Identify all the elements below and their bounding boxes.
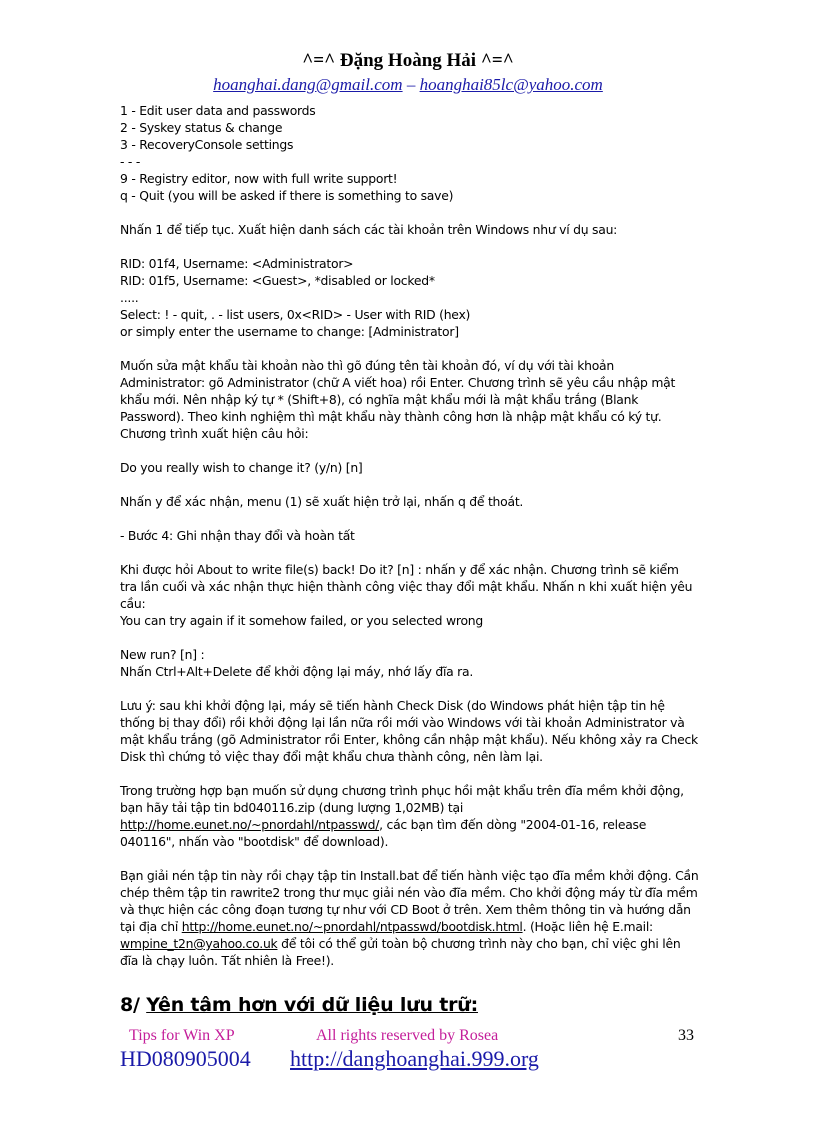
footer-rights: All rights reserved by Rosea	[316, 1027, 499, 1044]
change-paragraph-line: Administrator: gõ Administrator (chữ A viết hoa) rồi Enter. Chương trình sẽ yêu cầu nhập mật	[120, 375, 676, 390]
ntpasswd-link[interactable]: http://home.eunet.no/~pnordahl/ntpasswd/	[120, 817, 380, 832]
rid-line: RID: 01f5, Username: <Guest>, *disabled or locked*	[120, 273, 435, 288]
menu-line: - - -	[120, 154, 141, 169]
floppy-line-rest: , các bạn tìm đến dòng "2004-01-16, release	[379, 817, 647, 832]
menu-line: q - Quit (you will be asked if there is something to save)	[120, 188, 454, 203]
email-link-yahoo[interactable]: hoanghai85lc@yahoo.com	[419, 75, 603, 94]
rid-line: Select: ! - quit, . - list users, 0x<RID> - User with RID (hex)	[120, 307, 471, 322]
change-paragraph-line: Chương trình xuất hiện câu hỏi:	[120, 426, 309, 441]
extract-line-prefix: tại địa chỉ	[120, 919, 182, 934]
menu-line: 3 - RecoveryConsole settings	[120, 137, 294, 152]
email-link-gmail[interactable]: hoanghai.dang@gmail.com	[213, 75, 403, 94]
contact-email-link[interactable]: wmpine_t2n@yahoo.co.uk	[120, 936, 278, 951]
floppy-line: bạn hãy tải tập tin bd040116.zip (dung lượng 1,02MB) tại	[120, 800, 464, 815]
header-title: ^=^ Đặng Hoàng Hải ^=^	[302, 50, 514, 71]
rid-line: .....	[120, 290, 139, 305]
extract-line: chép thêm tập tin rawrite2 trong thư mục giải nén vào đĩa mềm. Cho khởi động máy từ đĩa mềm	[120, 885, 698, 900]
section-number: 8/	[120, 994, 147, 1016]
write-paragraph-line: cầu:	[120, 596, 146, 611]
extract-line: Bạn giải nén tập tin này rồi chạy tập tin Install.bat để tiến hành việc tạo đĩa mềm khởi động. Cần	[120, 868, 699, 883]
change-paragraph-line: Password). Theo kinh nghiệm thì mật khẩu này thành công hơn là nhập mật khẩu có ký tự.	[120, 409, 662, 424]
new-run-line: Nhấn Ctrl+Alt+Delete để khởi động lại máy, nhớ lấy đĩa ra.	[120, 664, 474, 679]
section-heading	[120, 994, 478, 1016]
note-line: Lưu ý: sau khi khởi động lại, máy sẽ tiến hành Check Disk (do Windows phát hiện tập tin hệ	[120, 698, 665, 713]
change-paragraph-line: khẩu mới. Nên nhập ký tự * (Shift+8), có nghĩa mật khẩu mới là mật khẩu trắng (Blank	[120, 392, 639, 407]
note-line: Disk thì chứng tỏ việc thay đổi mật khẩu chưa thành công, nên làm lại.	[120, 749, 543, 764]
extract-line	[120, 918, 710, 935]
rid-line: RID: 01f4, Username: <Administrator>	[120, 256, 354, 271]
question-text: Do you really wish to change it? (y/n) [n]	[120, 460, 363, 475]
write-paragraph-line: You can try again if it somehow failed, or you selected wrong	[120, 613, 483, 628]
confirm-text: Nhấn y để xác nhận, menu (1) sẽ xuất hiện trở lại, nhấn q để thoát.	[120, 494, 524, 509]
note-line: thống bị thay đổi) rồi khởi động lại lần nữa rồi mới vào Windows với tài khoản Administrator và	[120, 715, 685, 730]
email-separator: –	[402, 75, 420, 94]
menu-line: 2 - Syskey status & change	[120, 120, 283, 135]
extract-line: và thực hiện các công đoạn tương tự như với CD Boot ở trên. Xem thêm thông tin và hướng dẫn	[120, 902, 691, 917]
write-paragraph-line: tra lần cuối và xác nhận thực hiện thành công việc thay đổi mật khẩu. Nhấn n khi xuất hiện yêu	[120, 579, 693, 594]
floppy-line: 040116", nhấn vào "bootdisk" để download).	[120, 834, 389, 849]
extract-line	[120, 935, 710, 952]
bootdisk-link[interactable]: http://home.eunet.no/~pnordahl/ntpasswd/bootdisk.html	[181, 919, 523, 934]
extract-line: đĩa là chạy luôn. Tất nhiên là Free!).	[120, 953, 334, 968]
header-emails	[0, 75, 816, 95]
rid-line: or simply enter the username to change: [Administrator]	[120, 324, 459, 339]
change-paragraph-line: Muốn sửa mật khẩu tài khoản nào thì gõ đúng tên tài khoản đó, ví dụ với tài khoản	[120, 358, 614, 373]
floppy-line: Trong trường hợp bạn muốn sử dụng chương trình phục hồi mật khẩu trên đĩa mềm khởi động,	[120, 783, 684, 798]
body-text	[120, 102, 710, 969]
new-run-line: New run? [n] :	[120, 647, 205, 662]
menu-line: 9 - Registry editor, now with full write support!	[120, 171, 398, 186]
footer-tips: Tips for Win XP	[129, 1027, 235, 1044]
note-line: mật khẩu trắng (gõ Administrator rồi Enter, không cần nhập mật khẩu). Nếu không xảy ra Check	[120, 732, 698, 747]
extract-line-suffix: . (Hoặc liên hệ E.mail:	[522, 919, 653, 934]
section-title: Yên tâm hơn với dữ liệu lưu trữ:	[146, 994, 478, 1016]
extract-email-rest: để tôi có thể gửi toàn bộ chương trình này cho bạn, chỉ việc ghi lên	[277, 936, 681, 951]
step1-text: Nhấn 1 để tiếp tục. Xuất hiện danh sách các tài khoản trên Windows như ví dụ sau:	[120, 222, 618, 237]
write-paragraph-line: Khi được hỏi About to write file(s) back! Do it? [n] : nhấn y để xác nhận. Chương trình sẽ kiểm	[120, 562, 679, 577]
menu-line: 1 - Edit user data and passwords	[120, 103, 316, 118]
page-number: 33	[678, 1027, 694, 1044]
floppy-line	[120, 816, 710, 833]
step4-text: - Bước 4: Ghi nhận thay đổi và hoàn tất	[120, 528, 355, 543]
footer-website-link[interactable]: http://danghoanghai.999.org	[290, 1046, 539, 1071]
footer-document-code: HD080905004	[120, 1046, 251, 1071]
